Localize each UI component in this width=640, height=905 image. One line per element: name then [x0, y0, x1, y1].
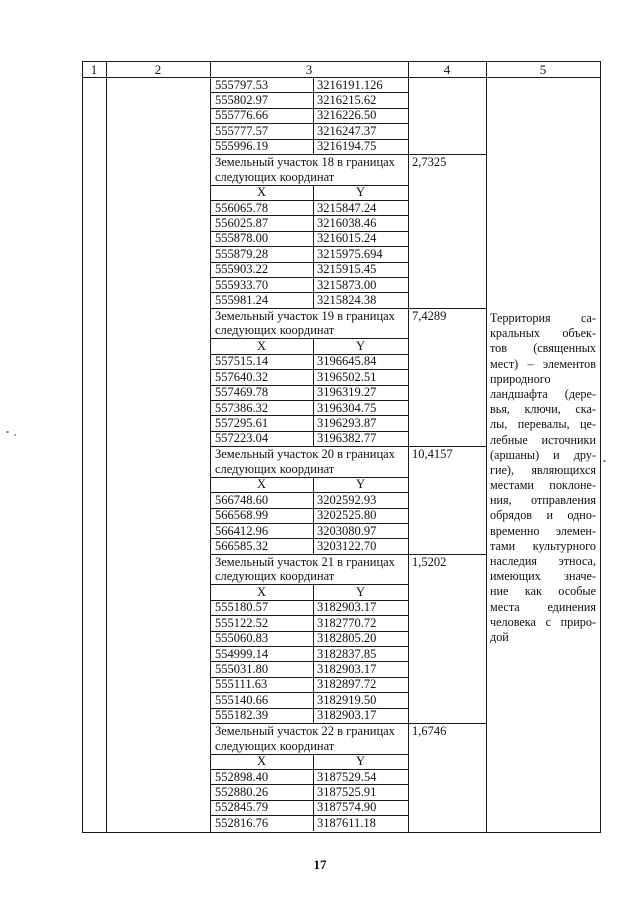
coord-y-cell: 3203122.70 — [317, 538, 377, 553]
coord-x-cell: 555777.57 — [215, 123, 269, 138]
coord-y-cell: 3215975.694 — [317, 246, 383, 261]
description-line — [490, 402, 596, 417]
description-word: дру- — [573, 447, 596, 462]
coord-x-cell: 555182.39 — [215, 708, 269, 723]
scan-speck — [6, 431, 9, 433]
coord-divider — [313, 508, 314, 523]
coord-divider — [313, 292, 314, 307]
description-word: значе- — [564, 569, 596, 584]
description-word: (священных — [533, 341, 596, 356]
coord-x-cell: 552880.26 — [215, 784, 269, 799]
plot-title-line1: Земельный участок 22 в границах — [215, 724, 395, 738]
plot-title-line1: Земельный участок 19 в границах — [215, 308, 395, 323]
description-word: местами — [490, 478, 534, 493]
coord-y-cell: 3182897.72 — [317, 677, 377, 692]
coord-y-cell: 3187525.91 — [317, 784, 377, 799]
description-word: мест) — [490, 356, 519, 371]
description-word: обрядов — [490, 508, 533, 523]
plot-title-line2: следующих координат — [215, 738, 335, 753]
coord-x-cell: 566568.99 — [215, 508, 269, 523]
coord-x-cell: 555111.63 — [215, 677, 268, 692]
description-line — [490, 508, 596, 523]
coord-x-cell: 552845.79 — [215, 800, 269, 815]
description-word: с — [545, 614, 551, 629]
coord-x-cell: 555031.80 — [215, 661, 269, 676]
coord-divider — [313, 692, 314, 707]
description-word: (дере- — [564, 386, 596, 401]
description-word: перевалы, — [517, 417, 570, 432]
coord-header-x: X — [256, 754, 267, 769]
coord-y-cell: 3196502.51 — [317, 369, 377, 384]
coord-y-cell: 3196319.27 — [317, 385, 377, 400]
description-word: как — [524, 584, 542, 599]
coord-divider — [313, 92, 314, 107]
coord-y-cell: 3216038.46 — [317, 215, 377, 230]
description-line — [490, 326, 596, 341]
plot-area-value: 1,6746 — [412, 724, 447, 738]
coord-y-cell: 3216247.37 — [317, 123, 377, 138]
coord-x-cell: 555060.83 — [215, 631, 269, 646]
coord-y-cell: 3182903.17 — [317, 708, 377, 723]
coord-y-cell: 3215915.45 — [317, 262, 377, 277]
scan-speck — [14, 434, 16, 436]
plot-title-line2: следующих координат — [215, 461, 335, 476]
coord-divider — [313, 231, 314, 246]
description-line — [490, 417, 596, 432]
coord-x-cell: 555797.53 — [215, 77, 269, 92]
plot-area-value: 7,4289 — [412, 308, 447, 323]
description-word: отправления — [530, 493, 596, 508]
coord-y-cell: 3216215.62 — [317, 92, 377, 107]
coord-x-cell: 555933.70 — [215, 277, 269, 292]
description-word: и — [553, 447, 560, 462]
description-line — [490, 569, 596, 584]
description-word: – — [527, 356, 534, 371]
description-line — [490, 584, 596, 599]
description-word: приро- — [560, 614, 596, 629]
description-word: (аршаны) — [490, 447, 540, 462]
coord-divider — [313, 262, 314, 277]
coord-divider — [313, 200, 314, 215]
coord-x-cell: 555776.66 — [215, 108, 269, 123]
description-line — [490, 357, 596, 372]
coord-header-y: Y — [355, 477, 366, 492]
coord-x-cell: 566412.96 — [215, 523, 269, 538]
coord-header-y: Y — [355, 754, 366, 769]
description-line — [490, 554, 596, 569]
coord-y-cell: 3182770.72 — [317, 615, 377, 630]
description-word: источники — [541, 432, 596, 447]
description-word: особые — [558, 584, 596, 599]
coord-divider — [313, 139, 314, 154]
header-col-4: 4 — [443, 62, 451, 77]
description-word: поклоне- — [549, 478, 596, 493]
coord-divider — [313, 769, 314, 784]
coord-divider — [313, 246, 314, 261]
coord-y-cell: 3216191.126 — [317, 77, 383, 92]
coord-x-cell: 555140.66 — [215, 692, 269, 707]
coord-divider — [313, 492, 314, 507]
coord-header-x: X — [256, 338, 267, 353]
coord-x-cell: 555878.00 — [215, 231, 269, 246]
coord-x-cell: 555981.24 — [215, 292, 269, 307]
coord-y-cell: 3216226.50 — [317, 108, 377, 123]
coord-y-cell: 3203080.97 — [317, 523, 377, 538]
coord-y-cell: 3187611.18 — [317, 815, 376, 830]
coord-x-cell: 552898.40 — [215, 769, 269, 784]
plot-area-value: 10,4157 — [412, 447, 453, 462]
coord-header-y: Y — [355, 185, 366, 200]
coord-x-cell: 556065.78 — [215, 200, 269, 215]
coord-y-cell: 3215824.38 — [317, 292, 377, 307]
description-line — [490, 433, 596, 448]
coord-divider — [313, 815, 314, 830]
description-word: природного — [490, 371, 551, 386]
description-word: лебные — [490, 432, 528, 447]
description-word: це- — [579, 417, 596, 432]
description-word: одно- — [567, 508, 596, 523]
plot-title-line2: следующих координат — [215, 323, 335, 338]
description-word: наследия — [490, 554, 538, 568]
coord-y-cell: 3215873.00 — [317, 277, 377, 292]
table-bottom-border — [82, 832, 601, 833]
description-word: вья, — [490, 402, 510, 417]
description-line — [490, 341, 596, 356]
description-word: этноса, — [558, 554, 596, 568]
coord-divider — [313, 385, 314, 400]
territory-description — [490, 311, 596, 645]
coord-y-cell: 3196293.87 — [317, 415, 377, 430]
coord-y-cell: 3196645.84 — [317, 354, 377, 369]
coord-x-cell: 566585.32 — [215, 538, 269, 553]
coord-x-cell: 557295.61 — [215, 415, 269, 430]
coord-divider — [313, 215, 314, 230]
coord-y-cell: 3216194.75 — [317, 139, 377, 154]
coord-y-cell: 3182919.50 — [317, 692, 377, 707]
coord-divider — [313, 661, 314, 676]
coord-divider — [313, 354, 314, 369]
description-line — [490, 524, 596, 539]
coord-divider — [313, 538, 314, 553]
coord-x-cell: 555903.22 — [215, 262, 269, 277]
coord-divider — [313, 708, 314, 723]
plot-title-line1: Земельный участок 18 в границах — [215, 155, 395, 169]
plot-title-line1: Земельный участок 21 в границах — [215, 554, 395, 569]
coord-header-y: Y — [355, 338, 366, 353]
coord-y-cell: 3196382.77 — [317, 431, 377, 446]
coord-y-cell: 3202525.80 — [317, 508, 377, 523]
coord-header-x: X — [256, 185, 267, 200]
description-word: и — [546, 508, 553, 523]
coord-divider — [313, 400, 314, 415]
description-word: ска- — [575, 402, 596, 417]
header-col-5: 5 — [539, 62, 547, 77]
coord-header-y: Y — [355, 584, 366, 599]
description-word: тами — [490, 538, 516, 553]
description-word: лы, — [490, 417, 508, 432]
table-column-border — [600, 61, 601, 832]
coord-y-cell: 3182805.20 — [317, 631, 377, 646]
coord-divider — [313, 277, 314, 292]
description-line — [490, 372, 596, 387]
plot-area-value: 2,7325 — [412, 155, 447, 169]
coord-y-cell: 3215847.24 — [317, 200, 377, 215]
coord-y-cell: 3216015.24 — [317, 231, 377, 246]
description-word: временно — [490, 523, 540, 538]
description-word: Территория — [490, 311, 551, 325]
description-line — [490, 478, 596, 493]
coord-x-cell: 557515.14 — [215, 354, 269, 369]
description-line — [490, 448, 596, 463]
coord-x-cell: 555180.57 — [215, 600, 269, 615]
coord-y-cell: 3182903.17 — [317, 661, 377, 676]
coord-x-cell: 566748.60 — [215, 492, 269, 507]
coord-x-cell: 552816.76 — [215, 815, 269, 830]
coord-divider — [313, 646, 314, 661]
description-word: имеющих — [490, 569, 541, 584]
coord-divider — [313, 77, 314, 92]
description-line — [490, 630, 596, 645]
coord-y-cell: 3202592.93 — [317, 492, 377, 507]
coord-divider — [313, 677, 314, 692]
description-word: объек- — [562, 326, 596, 341]
coord-header-x: X — [256, 584, 267, 599]
coord-divider — [313, 369, 314, 384]
description-word: человека — [490, 614, 536, 629]
coord-divider — [313, 784, 314, 799]
header-col-1: 1 — [90, 62, 98, 77]
plot-title-line2: следующих координат — [215, 569, 335, 584]
description-word: места — [490, 599, 520, 614]
coord-divider — [313, 631, 314, 646]
coord-divider — [313, 431, 314, 446]
description-word: ключи, — [524, 402, 561, 417]
coord-y-cell: 3187574.90 — [317, 800, 377, 815]
coord-header-x: X — [256, 477, 267, 492]
plot-area-value: 1,5202 — [412, 554, 447, 569]
description-word: являющихся — [531, 462, 596, 477]
coord-divider — [313, 108, 314, 123]
page-number: 17 — [313, 857, 327, 872]
coord-x-cell: 555122.52 — [215, 615, 269, 630]
description-line — [490, 539, 596, 554]
description-line — [490, 615, 596, 630]
coord-divider — [313, 800, 314, 815]
coord-x-cell: 555996.19 — [215, 139, 269, 154]
header-col-2: 2 — [154, 62, 162, 77]
description-line — [490, 600, 596, 615]
coord-y-cell: 3187529.54 — [317, 769, 377, 784]
coord-divider — [313, 415, 314, 430]
coord-divider — [313, 123, 314, 138]
coord-x-cell: 555802.97 — [215, 92, 269, 107]
plot-title-line1: Земельный участок 20 в границах — [215, 447, 395, 462]
description-word: элемен- — [555, 523, 596, 538]
description-word: кральных — [490, 326, 540, 341]
description-word: ние — [490, 584, 509, 599]
description-word: гие), — [490, 462, 515, 477]
description-word: ния, — [490, 493, 512, 508]
table-column-border — [82, 61, 83, 832]
description-word: культурного — [532, 538, 596, 553]
coord-divider — [313, 600, 314, 615]
coord-y-cell: 3182837.85 — [317, 646, 377, 661]
description-word: ландшафта — [490, 386, 548, 401]
plot-title-line2: следующих координат — [215, 169, 335, 184]
coord-x-cell: 555879.28 — [215, 246, 269, 261]
coord-y-cell: 3196304.75 — [317, 400, 377, 415]
scan-speck — [603, 460, 606, 462]
description-word: са- — [580, 311, 596, 325]
table-column-border — [106, 61, 107, 832]
coord-divider — [313, 615, 314, 630]
description-line — [490, 493, 596, 508]
description-word: элементов — [542, 356, 596, 371]
header-col-3: 3 — [305, 62, 313, 77]
coord-x-cell: 557386.32 — [215, 400, 269, 415]
description-word: тов — [490, 341, 508, 356]
coord-x-cell: 554999.14 — [215, 646, 269, 661]
coord-x-cell: 557469.78 — [215, 385, 269, 400]
coord-y-cell: 3182903.17 — [317, 600, 377, 615]
description-word: единения — [547, 599, 596, 614]
coord-x-cell: 557640.32 — [215, 369, 269, 384]
coord-x-cell: 557223.04 — [215, 431, 269, 446]
coord-x-cell: 556025.87 — [215, 215, 269, 230]
description-line — [490, 463, 596, 478]
description-line — [490, 387, 596, 402]
description-word: дой — [490, 629, 509, 644]
coord-divider — [313, 523, 314, 538]
description-line — [490, 311, 596, 326]
